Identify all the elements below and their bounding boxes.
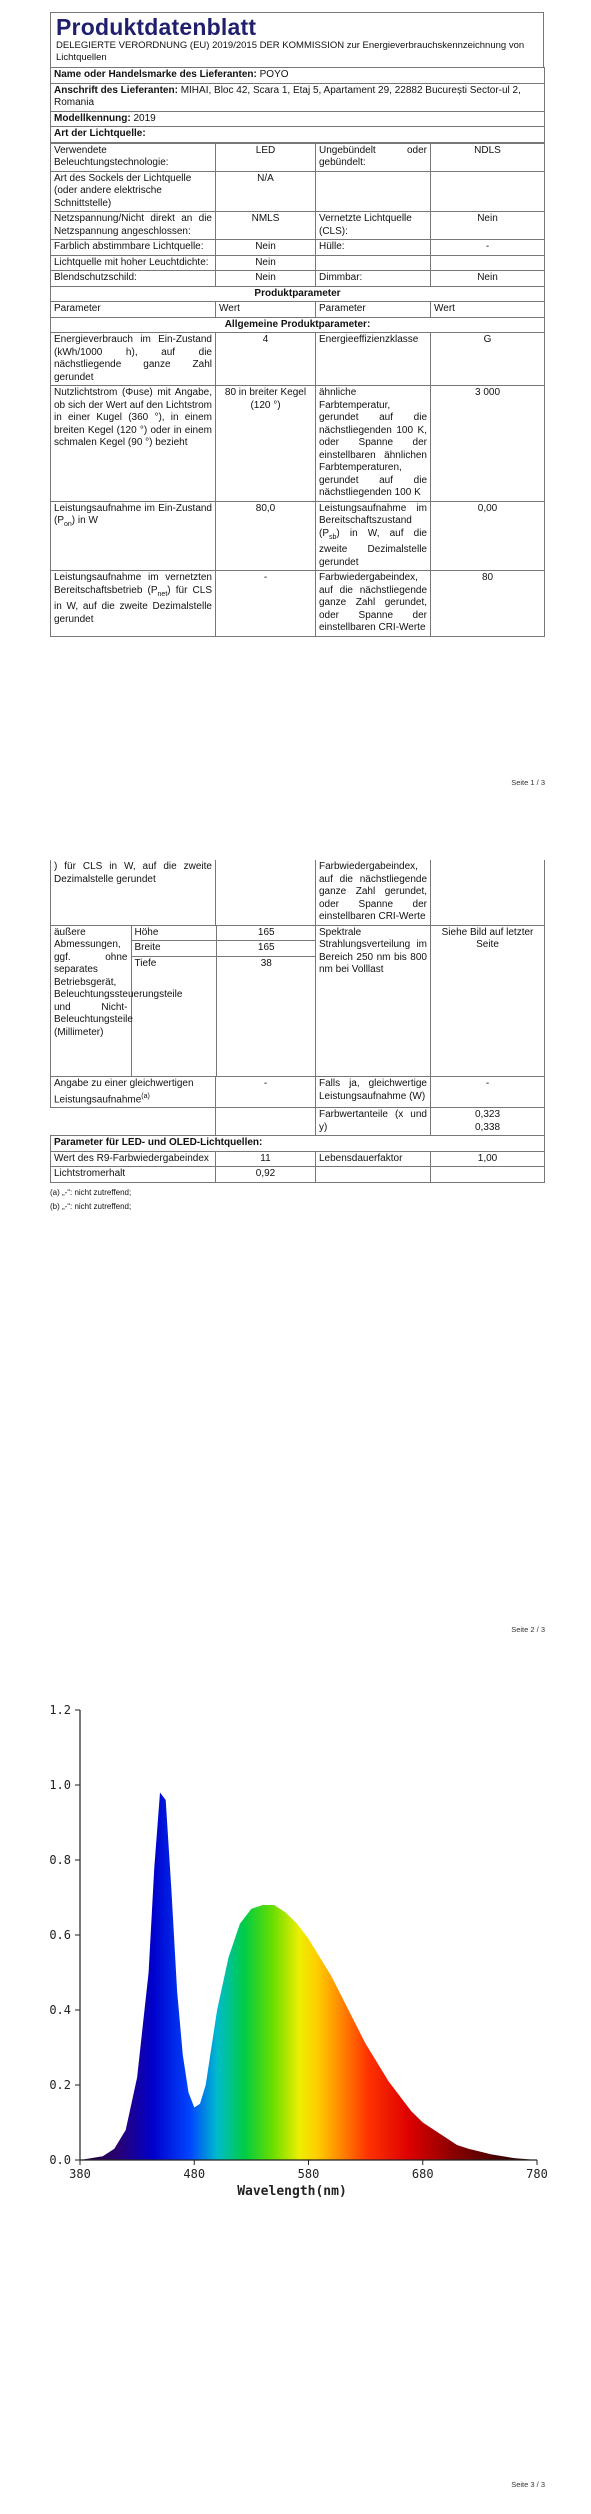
- param-value: 80 in breiter Kegel (120 °): [216, 386, 316, 502]
- col-header-param: Parameter: [316, 302, 431, 318]
- y-tick-label: 0.0: [49, 2153, 71, 2167]
- label-part: ) für CLS in W, auf die zweite Dezimalstelle gerundet: [54, 861, 212, 885]
- led-label: [316, 1167, 431, 1183]
- ls-label: Dimmbar:: [316, 271, 431, 287]
- supplier-name-value: POYO: [259, 69, 289, 80]
- spectral-label: Spektrale Strahlungsverteilung im Bereich 250 nm bis 800 nm bei Volllast: [316, 925, 431, 1077]
- params-continued-table: [50, 860, 545, 1183]
- chromaticity-row: [51, 1108, 545, 1136]
- ls-label: Ungebündelt oder gebündelt:: [316, 143, 431, 171]
- footnotes: [50, 1186, 544, 1214]
- x-tick-label: 780: [526, 2167, 548, 2181]
- dimension-name: Höhe: [131, 926, 216, 941]
- param-row-continued: [51, 860, 545, 925]
- label-part: Leistungsaufnahme im Bereitschaftszustand (P: [319, 502, 427, 539]
- led-value: 1,00: [431, 1151, 545, 1167]
- ls-value: NDLS: [431, 143, 545, 171]
- ls-value: Nein: [216, 240, 316, 256]
- param-value: 80,0: [216, 501, 316, 571]
- param-label: Energieeffizienzklasse: [316, 333, 431, 386]
- ls-label: Farblich abstimmbare Lichtquelle:: [51, 240, 216, 256]
- param-label: [316, 501, 431, 571]
- ls-value: -: [431, 240, 545, 256]
- y-tick-label: 1.2: [49, 1703, 71, 1717]
- dimension-name: Breite: [131, 941, 216, 957]
- ls-value: NMLS: [216, 212, 316, 240]
- label-part: Leistungsaufnahme im vernetzten Bereitschaftsbetrieb (P: [54, 572, 212, 596]
- param-label: Energieverbrauch im Ein-Zustand (kWh/1000 h), auf die nächstliegende ganze Zahl gerundet: [51, 333, 216, 386]
- ls-label: Lichtquelle mit hoher Leuchtdichte:: [51, 255, 216, 271]
- param-value: 4: [216, 333, 316, 386]
- label-part: ) in W: [71, 515, 98, 526]
- ls-value: [431, 171, 545, 212]
- ls-label: [316, 255, 431, 271]
- label-part: ) in W, auf die zweite Dezimalstelle gerundet: [319, 527, 427, 568]
- param-label: [51, 501, 216, 571]
- col-header-value: Wert: [431, 302, 545, 318]
- x-tick-label: 380: [69, 2167, 91, 2181]
- chromaticity-values: [431, 1108, 545, 1136]
- dimension-name: Tiefe: [131, 956, 216, 1076]
- ls-label: Art des Sockels der Lichtquelle (oder andere elektrische Schnittstelle): [51, 171, 216, 212]
- supplier-name-label: Name oder Handelsmarke des Lieferanten:: [54, 69, 257, 80]
- dimension-value: 165: [216, 941, 316, 957]
- ls-row: [51, 143, 545, 171]
- page-2: [0, 840, 591, 1658]
- spectrum-area: [80, 1793, 537, 2161]
- param-header-row: [51, 302, 545, 318]
- led-value: 0,92: [216, 1167, 316, 1183]
- param-value: G: [431, 333, 545, 386]
- x-axis-title: Wavelength(nm): [237, 2184, 347, 2199]
- ls-value: Nein: [216, 271, 316, 287]
- label-sub: on: [64, 521, 72, 528]
- supplier-name-row: [51, 68, 545, 84]
- y-tick-label: 0.4: [49, 2003, 71, 2017]
- equivalent-row: [51, 1077, 545, 1108]
- light-source-type-heading: Art der Lichtquelle:: [51, 127, 545, 143]
- y-tick-label: 0.2: [49, 2078, 71, 2092]
- param-value-empty: [431, 860, 545, 925]
- chromaticity-y: 0,338: [474, 1121, 501, 1133]
- ls-value: LED: [216, 143, 316, 171]
- model-row: [51, 111, 545, 127]
- led-label: Lichtstromerhalt: [51, 1167, 216, 1183]
- led-label: Wert des R9-Farbwiedergabeindex: [51, 1151, 216, 1167]
- y-tick-label: 0.6: [49, 1928, 71, 1942]
- equivalent-label: [51, 1077, 216, 1108]
- x-tick-label: 680: [411, 2167, 434, 2181]
- page-3: [0, 1690, 591, 2510]
- label-sub: sb: [329, 533, 337, 541]
- ls-row: [51, 271, 545, 287]
- ls-label: Netzspannung/Nicht direkt an die Netzspannung angeschlossen:: [51, 212, 216, 240]
- chromaticity-label: Farbwertanteile (x und y): [316, 1108, 431, 1136]
- param-row: [51, 386, 545, 502]
- ls-row: [51, 212, 545, 240]
- footnote-a: (a) „-“: nicht zutreffend;: [50, 1187, 132, 1197]
- datasheet-page-1: [50, 12, 544, 637]
- regulation-text: DELEGIERTE VERORDNUNG (EU) 2019/2015 DER KOMMISSION zur Energieverbrauchskennzeichnung von Lichtquellen: [56, 40, 525, 63]
- y-tick-label: 1.0: [49, 1778, 71, 1792]
- equivalent-r-value: -: [431, 1077, 545, 1108]
- led-label: Lebensdauerfaktor: [316, 1151, 431, 1167]
- param-label-part1: [51, 571, 216, 637]
- page-1: [0, 0, 591, 808]
- empty-cell: [51, 1108, 216, 1136]
- param-value-empty: [216, 860, 316, 925]
- title-block: [50, 12, 544, 67]
- equivalent-value: -: [216, 1077, 316, 1108]
- chart-layer: [49, 1703, 548, 2181]
- col-header-value: Wert: [216, 302, 316, 318]
- spectral-value: Siehe Bild auf letzter Seite: [431, 925, 545, 1077]
- supplier-address-label: Anschrift des Lieferanten:: [54, 84, 178, 96]
- param-value: 3 000: [431, 386, 545, 502]
- page-footer: Seite 2 / 3: [511, 1625, 545, 1634]
- supplier-table: [50, 67, 545, 143]
- dimensions-inner: [51, 926, 316, 1077]
- label-part: Leistungsaufnahme im Ein-Zustand (P: [54, 502, 212, 526]
- ls-row: [51, 240, 545, 256]
- y-tick-label: 0.8: [49, 1853, 71, 1867]
- led-value: 11: [216, 1151, 316, 1167]
- param-label: ähnliche Farbtemperatur, gerundet auf die nächstliegenden 100 K, oder Spanne der einstellbaren ähnlichen Farbtemperaturen, gerundet auf die nächstliegenden 100 K: [316, 386, 431, 502]
- label-sub: net: [157, 590, 168, 598]
- x-tick-label: 580: [297, 2167, 320, 2181]
- supplier-address-value: MIHAI, Bloc 42, Scara 1, Etaj 5, Apartament 29, 22882 București Sector-ul 2, Romania: [54, 84, 521, 108]
- page-title: Produktdatenblatt: [56, 14, 257, 40]
- param-value: 80: [431, 571, 545, 637]
- spectrum-chart: [0, 1690, 591, 2510]
- led-value: [431, 1167, 545, 1183]
- ls-value: [431, 255, 545, 271]
- equivalent-r-label: Falls ja, gleichwertige Leistungsaufnahme (W): [316, 1077, 431, 1108]
- datasheet-page-2: [50, 860, 544, 1214]
- param-label: Nutzlichtstrom (Φuse) mit Angabe, ob sich der Wert auf den Lichtstrom in einer Kugel (360 °), in einem breiten Kegel (120 °) oder in einem schmalen Kegel (90 °) bezieht: [51, 386, 216, 502]
- equivalent-label-text: Angabe zu einer gleichwertigen Leistungsaufnahme: [54, 1078, 194, 1105]
- page-footer: Seite 1 / 3: [511, 778, 545, 787]
- x-tick-label: 480: [183, 2167, 206, 2181]
- led-params-heading: Parameter für LED- und OLED-Lichtquellen:: [51, 1136, 545, 1152]
- general-params-heading: Allgemeine Produktparameter:: [51, 317, 545, 333]
- dimensions-row: [51, 925, 545, 1077]
- param-label-part1: Farbwiedergabeindex, auf die nächstliegende ganze Zahl gerundet, oder Spanne der einstellbaren CRI-Werte: [316, 571, 431, 637]
- ls-value: Nein: [216, 255, 316, 271]
- param-row: [51, 501, 545, 571]
- empty-cell: [216, 1108, 316, 1136]
- param-row-split: [51, 571, 545, 637]
- col-header-param: Parameter: [51, 302, 216, 318]
- footnote-ref: (a): [141, 1092, 150, 1100]
- product-params-heading: Produktparameter: [51, 286, 545, 302]
- model-label: Modellkennung:: [54, 112, 131, 124]
- ls-value: N/A: [216, 171, 316, 212]
- ls-label: Vernetzte Lichtquelle (CLS):: [316, 212, 431, 240]
- param-label-part2: Farbwiedergabeindex, auf die nächstliegende ganze Zahl gerundet, oder Spanne der einstellbaren CRI-Werte: [316, 860, 431, 925]
- ls-label: [316, 171, 431, 212]
- ls-row: [51, 171, 545, 212]
- ls-label: Verwendete Beleuchtungstechnologie:: [51, 143, 216, 171]
- ls-value: Nein: [431, 212, 545, 240]
- spectrum-chart-svg: [0, 1690, 591, 2510]
- ls-value: Nein: [431, 271, 545, 287]
- led-row: [51, 1167, 545, 1183]
- param-value: 0,00: [431, 501, 545, 571]
- label-part: ) für CLS in W, auf die zweite Dezimalstelle gerundet: [54, 584, 212, 625]
- page-footer: Seite 3 / 3: [511, 2480, 545, 2489]
- light-source-table: [50, 143, 545, 637]
- supplier-address-row: [51, 83, 545, 111]
- ls-label: Blendschutzschild:: [51, 271, 216, 287]
- dimensions-label: äußere Abmessungen, ggf. ohne separates Betriebsgerät, Beleuchtungssteuerungsteile und Nicht-Beleuchtungsteile (Millimeter): [51, 926, 131, 1077]
- param-row: [51, 333, 545, 386]
- dimensions-cell: [51, 925, 316, 1077]
- chromaticity-x: 0,323: [474, 1109, 501, 1121]
- ls-row: [51, 255, 545, 271]
- footnote-b: (b) „-“: nicht zutreffend;: [50, 1201, 132, 1211]
- model-value: 2019: [133, 112, 156, 124]
- dimension-value: 165: [216, 926, 316, 941]
- param-label-part2: [51, 860, 216, 925]
- ls-label: Hülle:: [316, 240, 431, 256]
- param-value: -: [216, 571, 316, 637]
- led-row: [51, 1151, 545, 1167]
- dimension-value: 38: [216, 956, 316, 1076]
